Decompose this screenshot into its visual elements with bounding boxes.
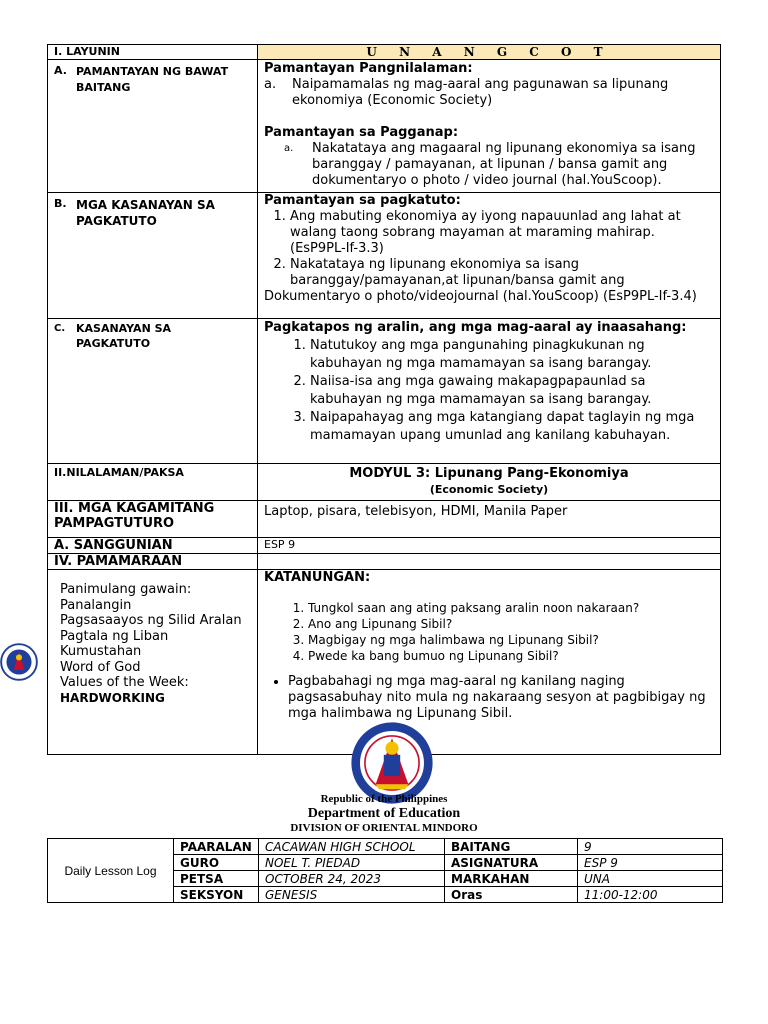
layunin-row — [48, 45, 721, 60]
performance-standard-text: Nakatataya ang magaaral ng lipunang ekonomiya sa isang baranggay / pamayanan, at lipunan / bansa gamit ang dokumentaryo o photo / video journal (hal.YouScoop). — [312, 141, 696, 188]
learning-standard-title: Pamantayan sa pagkatuto: — [264, 193, 461, 208]
dll-value: NOEL T. PIEDAD — [259, 855, 445, 871]
republic-line: Republic of the Philippines — [320, 793, 448, 805]
dll-value: CACAWAN HIGH SCHOOL — [259, 839, 445, 855]
performance-standard-title: Pamantayan sa Pagganap: — [264, 125, 459, 140]
dll-label: PAARALAN — [174, 839, 259, 855]
department-line: Department of Education — [307, 806, 461, 821]
preliminary-item: Panimulang gawain: — [60, 582, 192, 597]
content-label: II.NILALAMAN/PAKSA — [48, 464, 258, 501]
dll-title: Daily Lesson Log — [48, 839, 174, 903]
division-line: DIVISION OF ORIENTAL MINDORO — [290, 822, 478, 834]
daily-lesson-log-table — [47, 838, 723, 903]
question-item: 2. Ano ang Lipunang Sibil? — [308, 616, 714, 632]
row-a-label — [48, 60, 258, 193]
questions-list — [264, 600, 714, 664]
values-week: HARDWORKING — [60, 690, 165, 705]
row-c-letter: C. — [54, 323, 66, 334]
content-standard-title: Pamantayan Pangnilalaman: — [264, 61, 473, 76]
preliminary-item: Values of the Week: — [60, 675, 189, 690]
reference-value: ESP 9 — [258, 538, 721, 554]
learning-tail: Dokumentaryo o photo/videojournal (hal.YouScoop) (EsP9PL-If-3.4) — [264, 289, 697, 304]
learning-item: 2. Nakatataya ng lipunang ekonomiya sa isang baranggay/pamayanan,at lipunan/bansa gamit ang — [290, 257, 714, 289]
dll-value: 9 — [578, 839, 723, 855]
row-a — [48, 60, 721, 193]
performance-standard-marker: a. — [284, 143, 294, 154]
row-b-title: MGA KASANAYAN SA PAGKATUTO — [76, 198, 215, 228]
materials-row — [48, 501, 721, 538]
reference-label: A. SANGGUNIAN — [48, 538, 258, 554]
dll-value: ESP 9 — [578, 855, 723, 871]
preliminary-item: Kumustahan — [60, 644, 142, 659]
row-b-letter: B. — [54, 197, 67, 210]
row-c-content — [258, 319, 721, 464]
procedure-row — [48, 554, 721, 570]
questions-title: KATANUNGAN: — [264, 570, 371, 585]
bullet-list — [264, 674, 714, 722]
question-item: 3. Magbigay ng mga halimbawa ng Lipunang Sibil? — [308, 632, 714, 648]
dll-label: SEKSYON — [174, 887, 259, 903]
preliminary-item: Word of God — [60, 659, 141, 675]
objective-item: 1. Natutukoy ang mga pangunahing pinagkukunan ng kabuhayan ng mga mamamayan sa isang barangay. — [310, 337, 714, 373]
content-row — [48, 464, 721, 501]
row-a-content — [258, 60, 721, 193]
layunin-label: I. LAYUNIN — [48, 45, 258, 60]
question-item: 1. Tungkol saan ang ating paksang aralin noon nakaraan? — [308, 600, 714, 616]
objectives-list — [264, 337, 714, 445]
module-title: MODYUL 3: Lipunang Pang-Ekonomiya — [349, 466, 629, 481]
dll-label: MARKAHAN — [445, 871, 578, 887]
row-a-title: PAMANTAYAN NG BAWAT BAITANG — [76, 65, 229, 94]
reference-row — [48, 538, 721, 554]
deped-seal-icon — [351, 722, 433, 804]
materials-value: Laptop, pisara, telebisyon, HDMI, Manila Paper — [258, 501, 721, 538]
learning-list — [264, 209, 714, 289]
dll-label: PETSA — [174, 871, 259, 887]
learning-item: 1. Ang mabuting ekonomiya ay iyong napauunlad ang lahat at walang taong sobrang mayaman at maraming mahirap. (EsP9PL-If-3.3) — [290, 209, 714, 257]
module-cell — [258, 464, 721, 501]
preliminary-cell — [48, 570, 258, 755]
cot-heading: U N A N G C O T — [258, 45, 721, 60]
procedure-label: IV. PAMAMARAAN — [48, 554, 258, 570]
objective-item: 2. Naiisa-isa ang mga gawaing makapagpapaunlad sa kabuhayan ng mga mamamayan sa isang barangay. — [310, 373, 714, 409]
preliminary-item: Pagtala ng Liban — [60, 628, 169, 644]
question-item: 4. Pwede ka bang bumuo ng Lipunang Sibil? — [308, 648, 714, 664]
row-b — [48, 193, 721, 319]
materials-label: III. MGA KAGAMITANG PAMPAGTUTURO — [48, 501, 258, 538]
dll-value: 11:00-12:00 — [578, 887, 723, 903]
bullet-item: • Pagbabahagi ng mga mag-aaral ng kanilang naging pagsasabuhay nito mula ng nakaraang sesyon at pagbibigay ng mga halimbawa ng Lipunang Sibil. — [288, 674, 714, 722]
row-a-letter: A. — [54, 64, 67, 77]
dll-label: Oras — [445, 887, 578, 903]
preliminary-item: Pagsasaayos ng Silid Aralan — [60, 613, 242, 628]
row-b-label — [48, 193, 258, 319]
row-c-title: KASANAYAN SA PAGKATUTO — [76, 322, 172, 350]
dll-value: GENESIS — [259, 887, 445, 903]
content-standard — [264, 77, 714, 109]
dll-value: UNA — [578, 871, 723, 887]
content-standard-marker: a. — [264, 77, 277, 92]
content-standard-text: Naipamamalas ng mag-aaral ang pagunawan sa lipunang ekonomiya (Economic Society) — [292, 77, 669, 108]
row-b-content — [258, 193, 721, 319]
objectives-title: Pagkatapos ng aralin, ang mga mag-aaral ay inaasahang: — [264, 320, 687, 335]
procedure-empty — [258, 554, 721, 570]
performance-standard — [264, 141, 714, 189]
dll-label: BAITANG — [445, 839, 578, 855]
dll-label: ASIGNATURA — [445, 855, 578, 871]
module-subtitle: (Economic Society) — [429, 483, 549, 496]
lesson-plan-table — [47, 44, 721, 755]
dll-label: GURO — [174, 855, 259, 871]
row-c — [48, 319, 721, 464]
deped-seal-icon — [0, 643, 38, 681]
activities-cell — [258, 570, 721, 755]
dll-value: OCTOBER 24, 2023 — [259, 871, 445, 887]
dll-row — [48, 839, 723, 855]
row-c-label — [48, 319, 258, 464]
objective-item: 3. Naipapahayag ang mga katangiang dapat taglayin ng mga mamamayan upang umunlad ang kanilang kabuhayan. — [310, 409, 714, 445]
preliminary-item: Panalangin — [60, 597, 132, 613]
